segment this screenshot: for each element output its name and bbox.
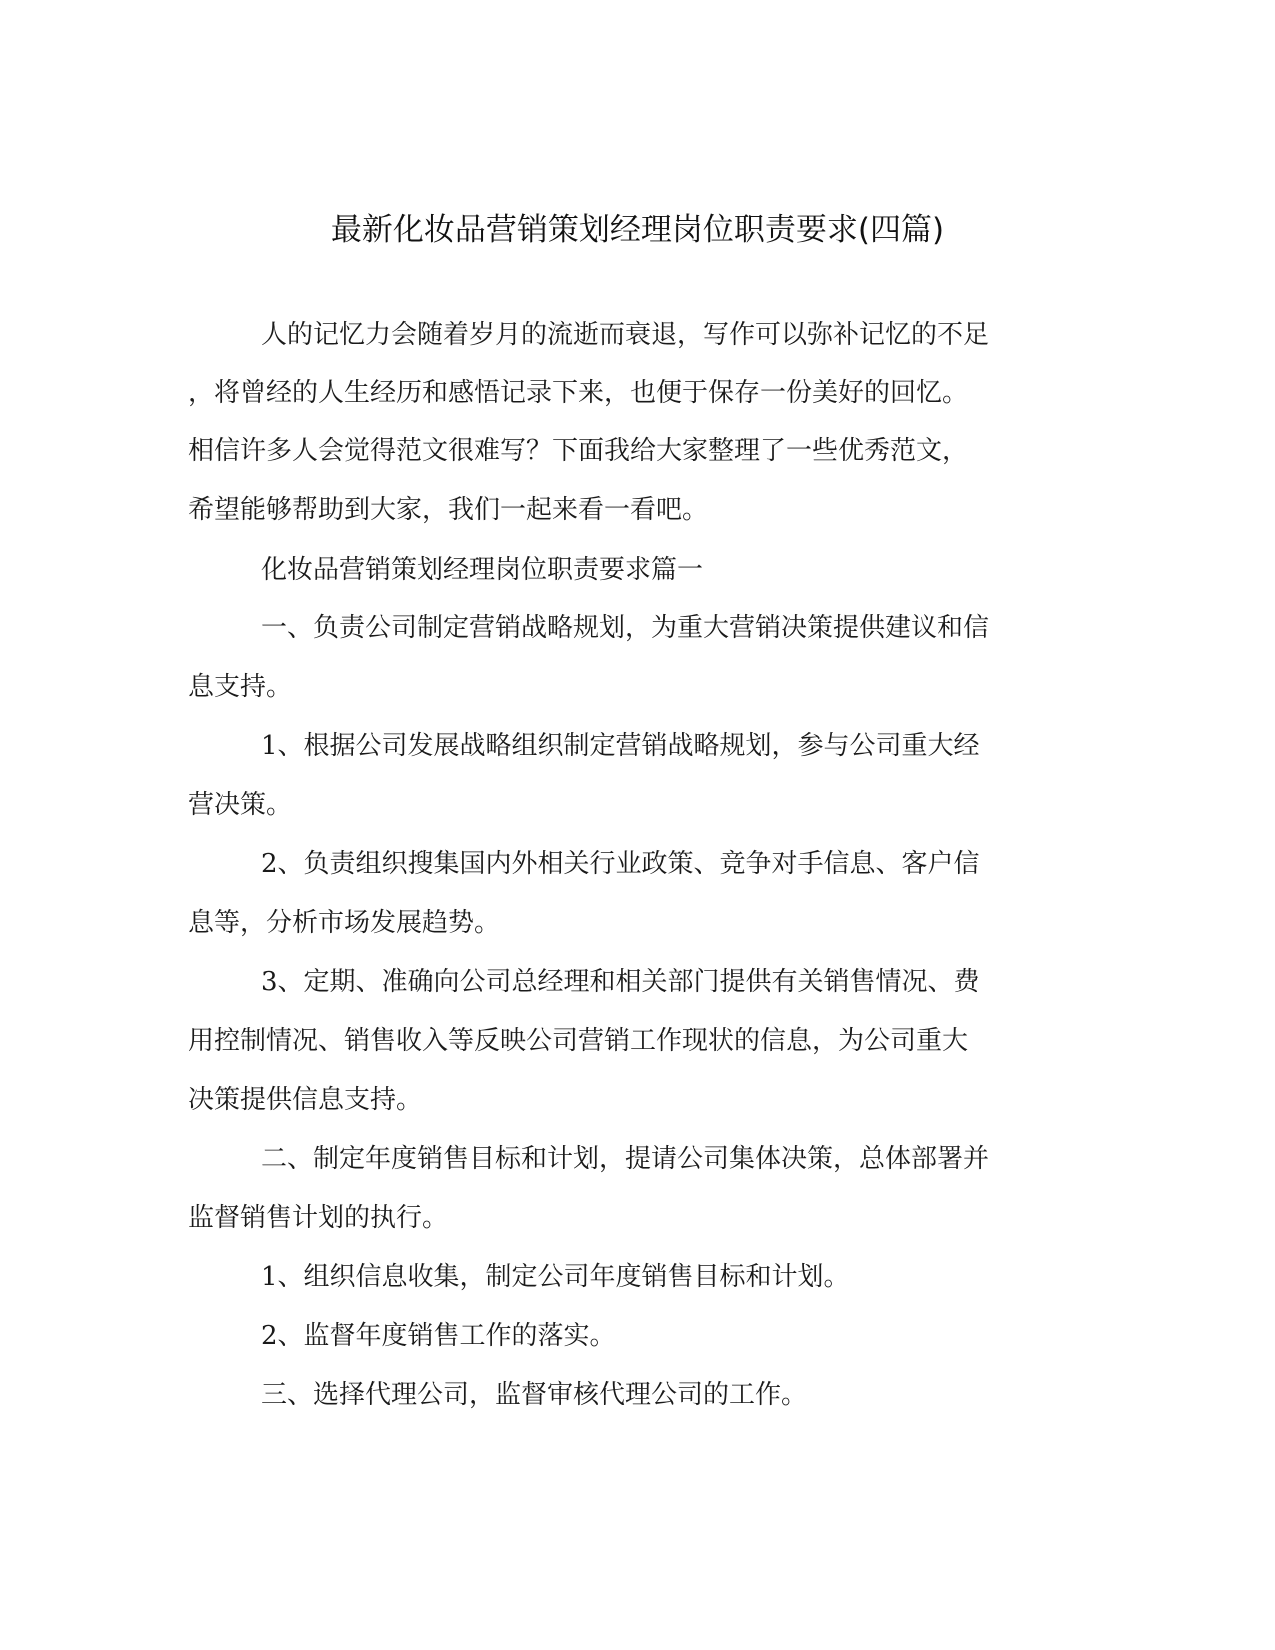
paragraph-line: 息支持。 (188, 672, 293, 702)
paragraph-line: 1、组织信息收集，制定公司年度销售目标和计划。 (261, 1262, 850, 1292)
paragraph-line: 1、根据公司发展战略组织制定营销战略规划，参与公司重大经 (261, 731, 980, 761)
paragraph-line: 营决策。 (188, 790, 293, 820)
paragraph-line: 人的记忆力会随着岁月的流逝而衰退，写作可以弥补记忆的不足 (261, 320, 990, 350)
paragraph-line: 决策提供信息支持。 (188, 1085, 423, 1115)
paragraph-line: 2、监督年度销售工作的落实。 (261, 1321, 616, 1351)
paragraph-line: ，将曾经的人生经历和感悟记录下来，也便于保存一份美好的回忆。 (188, 378, 969, 408)
paragraph-line: 用控制情况、销售收入等反映公司营销工作现状的信息，为公司重大 (188, 1026, 969, 1056)
paragraph-line: 一、负责公司制定营销战略规划，为重大营销决策提供建议和信 (261, 613, 990, 643)
paragraph-line: 二、制定年度销售目标和计划，提请公司集体决策，总体部署并 (261, 1144, 990, 1174)
paragraph-line: 2、负责组织搜集国内外相关行业政策、竞争对手信息、客户信 (261, 849, 980, 879)
paragraph-line: 监督销售计划的执行。 (188, 1203, 449, 1233)
document-title: 最新化妆品营销策划经理岗位职责要求(四篇) (330, 212, 945, 248)
paragraph-line: 希望能够帮助到大家，我们一起来看一看吧。 (188, 495, 709, 525)
section-heading: 化妆品营销策划经理岗位职责要求篇一 (261, 555, 704, 585)
paragraph-line: 3、定期、准确向公司总经理和相关部门提供有关销售情况、费 (261, 967, 980, 997)
paragraph-line: 息等，分析市场发展趋势。 (188, 908, 501, 938)
paragraph-line: 相信许多人会觉得范文很难写？下面我给大家整理了一些优秀范文， (188, 436, 969, 466)
paragraph-line: 三、选择代理公司，监督审核代理公司的工作。 (261, 1380, 808, 1410)
